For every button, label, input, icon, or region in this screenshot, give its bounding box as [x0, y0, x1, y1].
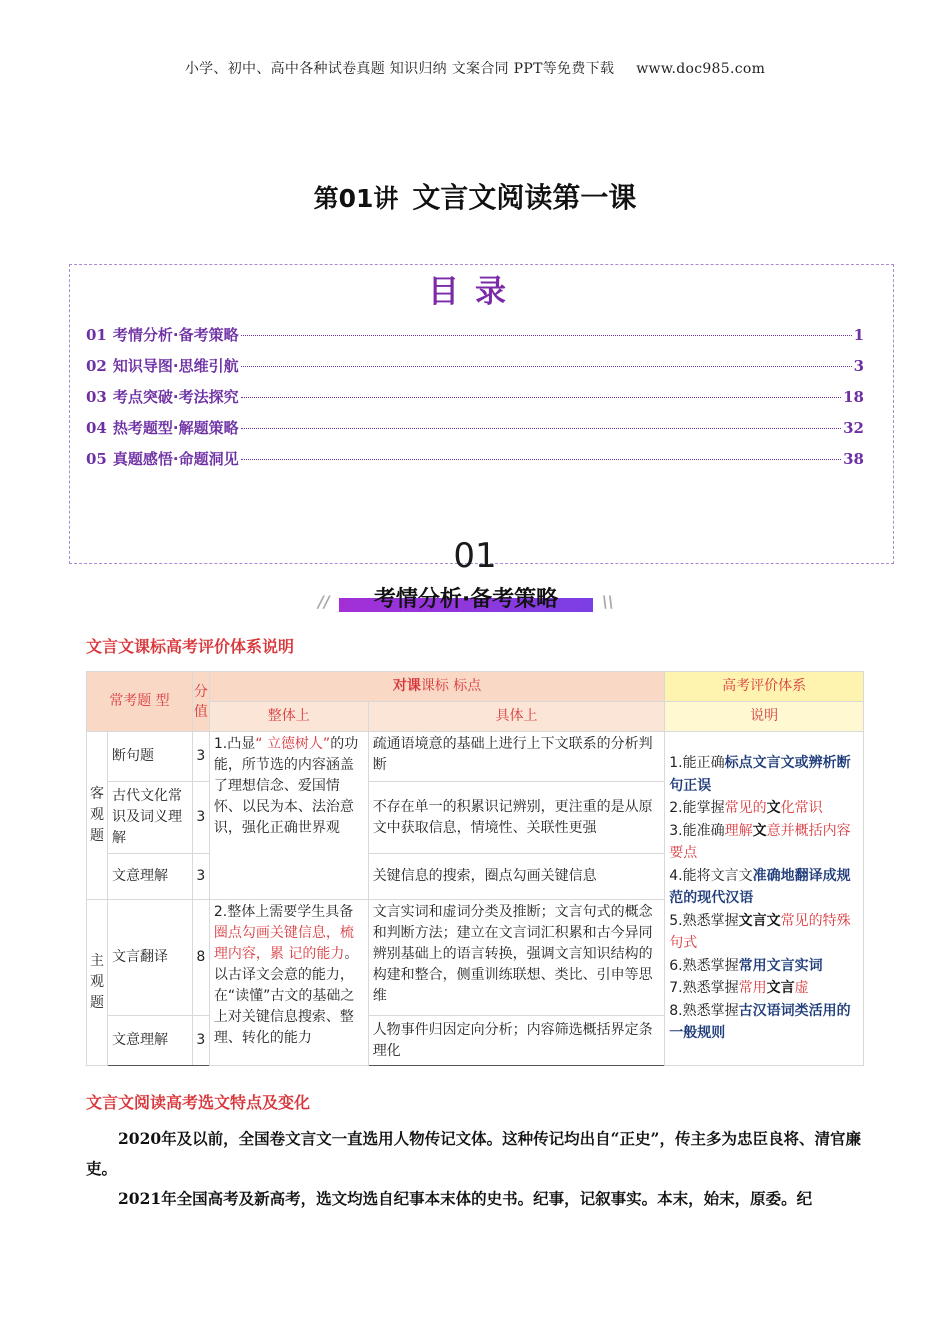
header-score: 分值: [192, 672, 209, 732]
header-question-type: 常考题 型: [87, 672, 193, 732]
toc-item-label: 考情分析·备考策略: [112, 326, 239, 344]
toc-item-label: 真题感悟·命题洞见: [112, 450, 239, 468]
lecture-title: 文言文阅读第一课: [412, 181, 637, 214]
overall-2-a: 2.整体上需要学生具备: [213, 904, 354, 920]
header-site[interactable]: www.doc985.com: [636, 61, 766, 77]
toc-item-number: 05: [86, 450, 107, 468]
desc-emph: 虚: [794, 980, 809, 997]
section-banner: [335, 582, 597, 614]
desc-emph: 理解: [724, 822, 753, 839]
row-specific: 人物事件归因定向分析；内容筛选概括界定条理化: [368, 1016, 665, 1066]
row-type: 文意理解: [107, 854, 192, 900]
desc-item: [669, 865, 859, 910]
desc-text: 8.熟悉掌握: [669, 1002, 739, 1019]
desc-item: [669, 820, 859, 865]
group-subjective: 主观题: [87, 900, 108, 1066]
toc-item[interactable]: [86, 324, 864, 355]
desc-emph: 文言: [766, 980, 795, 997]
row-score: 8: [192, 900, 209, 1016]
desc-emph: 标点文言文或辨析断句正误: [669, 755, 851, 794]
toc-item-page: 1: [853, 326, 864, 344]
desc-emph: 常见的特殊句式: [669, 912, 851, 952]
desc-emph: 文言文: [738, 912, 781, 929]
toc-leader: [241, 366, 852, 367]
overall-1-c: 的功能，所节选的内容涵盖了理想信念、爱国情怀、以民为本、法治意识，强化正确世界观: [213, 736, 359, 836]
banner-slash-right: \\: [602, 592, 614, 611]
section-number: 01: [453, 536, 497, 576]
row-type: 文言翻译: [107, 900, 192, 1016]
row-specific: 关键信息的搜索，圈点勾画关键信息: [368, 854, 665, 900]
desc-item: [669, 955, 859, 978]
subheader-overall: 整体上: [209, 702, 368, 732]
desc-text: 4.能将文言文: [669, 867, 753, 884]
desc-emph: 文: [752, 822, 767, 839]
desc-emph: 准确地翻译成规范的现代汉语: [669, 867, 851, 907]
toc-list: [86, 324, 864, 479]
row-score: 3: [192, 1016, 209, 1066]
row-type: 断句题: [107, 732, 192, 782]
toc-item[interactable]: [86, 386, 864, 417]
row-specific: 疏通语境意的基础上进行上下文联系的分析判断: [368, 732, 665, 782]
heading-text-selection: 文言文阅读高考选文特点及变化: [86, 1093, 311, 1112]
toc-heading: 目录: [428, 274, 522, 310]
toc-item-label: 热考题型·解题策略: [112, 419, 239, 437]
subheader-description: 说明: [665, 702, 864, 732]
row-score: 3: [192, 854, 209, 900]
desc-emph: 常用文言实词: [738, 957, 823, 974]
desc-item: [669, 797, 859, 820]
desc-emph: 常用: [738, 980, 767, 997]
desc-emph: 文: [766, 800, 781, 817]
toc-leader: [241, 335, 852, 336]
desc-emph: 常见的: [724, 800, 767, 817]
toc-leader: [241, 459, 842, 460]
toc-leader: [241, 428, 842, 429]
header-evaluation: 高考评价体系: [665, 672, 864, 702]
section-title: 考情分析·备考策略: [373, 587, 559, 612]
desc-text: 2.能掌握: [669, 800, 725, 817]
page-header: [0, 58, 950, 78]
banner-slash-left: //: [318, 592, 330, 611]
desc-item: [669, 977, 859, 1000]
row-type: 文意理解: [107, 1016, 192, 1066]
overall-point-2: [209, 900, 368, 1066]
row-score: 3: [192, 782, 209, 854]
toc-item[interactable]: [86, 448, 864, 479]
evaluation-description: [665, 732, 864, 1066]
evaluation-table: [86, 671, 864, 1066]
desc-text: 1.能正确: [669, 755, 725, 772]
header-curriculum-prefix: 对课: [392, 678, 421, 694]
desc-item: [669, 910, 859, 955]
desc-item: [669, 1000, 859, 1045]
lecture-number: 第01讲: [313, 184, 399, 213]
toc-item-page: 38: [843, 450, 864, 468]
desc-item: [669, 752, 859, 797]
heading-evaluation-system: 文言文课标高考评价体系说明: [86, 637, 295, 656]
overall-point-1: [209, 732, 368, 900]
desc-emph: 意并概括内容要点: [669, 822, 851, 862]
row-score: 3: [192, 732, 209, 782]
header-text: 小学、初中、高中各种试卷真题 知识归纳 文案合同 PPT等免费下载: [184, 61, 615, 77]
toc-item-page: 3: [853, 357, 864, 375]
toc-item-page: 18: [843, 388, 864, 406]
subheader-specific: 具体上: [368, 702, 665, 732]
header-curriculum: [209, 672, 664, 702]
desc-text: 5.熟悉掌握: [669, 912, 739, 929]
document-title: [0, 176, 950, 216]
toc-item-label: 知识导图·思维引航: [112, 357, 239, 375]
row-type: 古代文化常识及词义理解: [107, 782, 192, 854]
overall-1-a: 1.凸显: [213, 736, 256, 752]
toc-leader: [241, 397, 842, 398]
toc-item-label: 考点突破·考法探究: [112, 388, 239, 406]
desc-emph: 化常识: [780, 800, 823, 817]
desc-text: 6.熟悉掌握: [669, 957, 739, 974]
toc-item-page: 32: [843, 419, 864, 437]
paragraph: 2020年及以前，全国卷文言文一直选用人物传记文体。这种传记均出自“正史”，传主多为忠臣良将、清官廉吏。: [86, 1129, 861, 1178]
toc-item-number: 02: [86, 357, 107, 375]
toc-item-number: 03: [86, 388, 107, 406]
desc-emph: 古汉语词类活用的一般规则: [669, 1002, 851, 1042]
paragraph: 2021年全国高考及新高考，选文均选自纪事本末体的史书。纪事，记叙事实。本末，始末，原委。纪: [118, 1189, 813, 1208]
toc-item[interactable]: [86, 355, 864, 386]
row-specific: 不存在单一的积累识记辨别，更注重的是从原文中获取信息，情境性、关联性更强: [368, 782, 665, 854]
group-objective: 客观题: [87, 732, 108, 900]
desc-text: 3.能准确: [669, 822, 725, 839]
desc-text: 7.熟悉掌握: [669, 980, 739, 997]
row-specific: 文言实词和虚词分类及推断；文言句式的概念和判断方法；建立在文言词汇积累和古今异同辨别基础上的语言转换，强调文言知识结构的构建和整合，侧重训练联想、类比、引申等思维: [368, 900, 665, 1016]
toc-item[interactable]: [86, 417, 864, 448]
overall-1-b: “ 立德树人”: [255, 736, 331, 752]
toc-item-number: 04: [86, 419, 107, 437]
toc-item-number: 01: [86, 326, 107, 344]
overall-2-b: 圈点勾画关键信息，梳理内容，累 记的能力: [213, 925, 354, 962]
header-curriculum-label: 课标 标点: [420, 678, 482, 694]
overall-2-c: 。以古译文会意的能力，在“读懂”古文的基础之上对关键信息搜索、整理、转化的能力: [213, 946, 359, 1046]
